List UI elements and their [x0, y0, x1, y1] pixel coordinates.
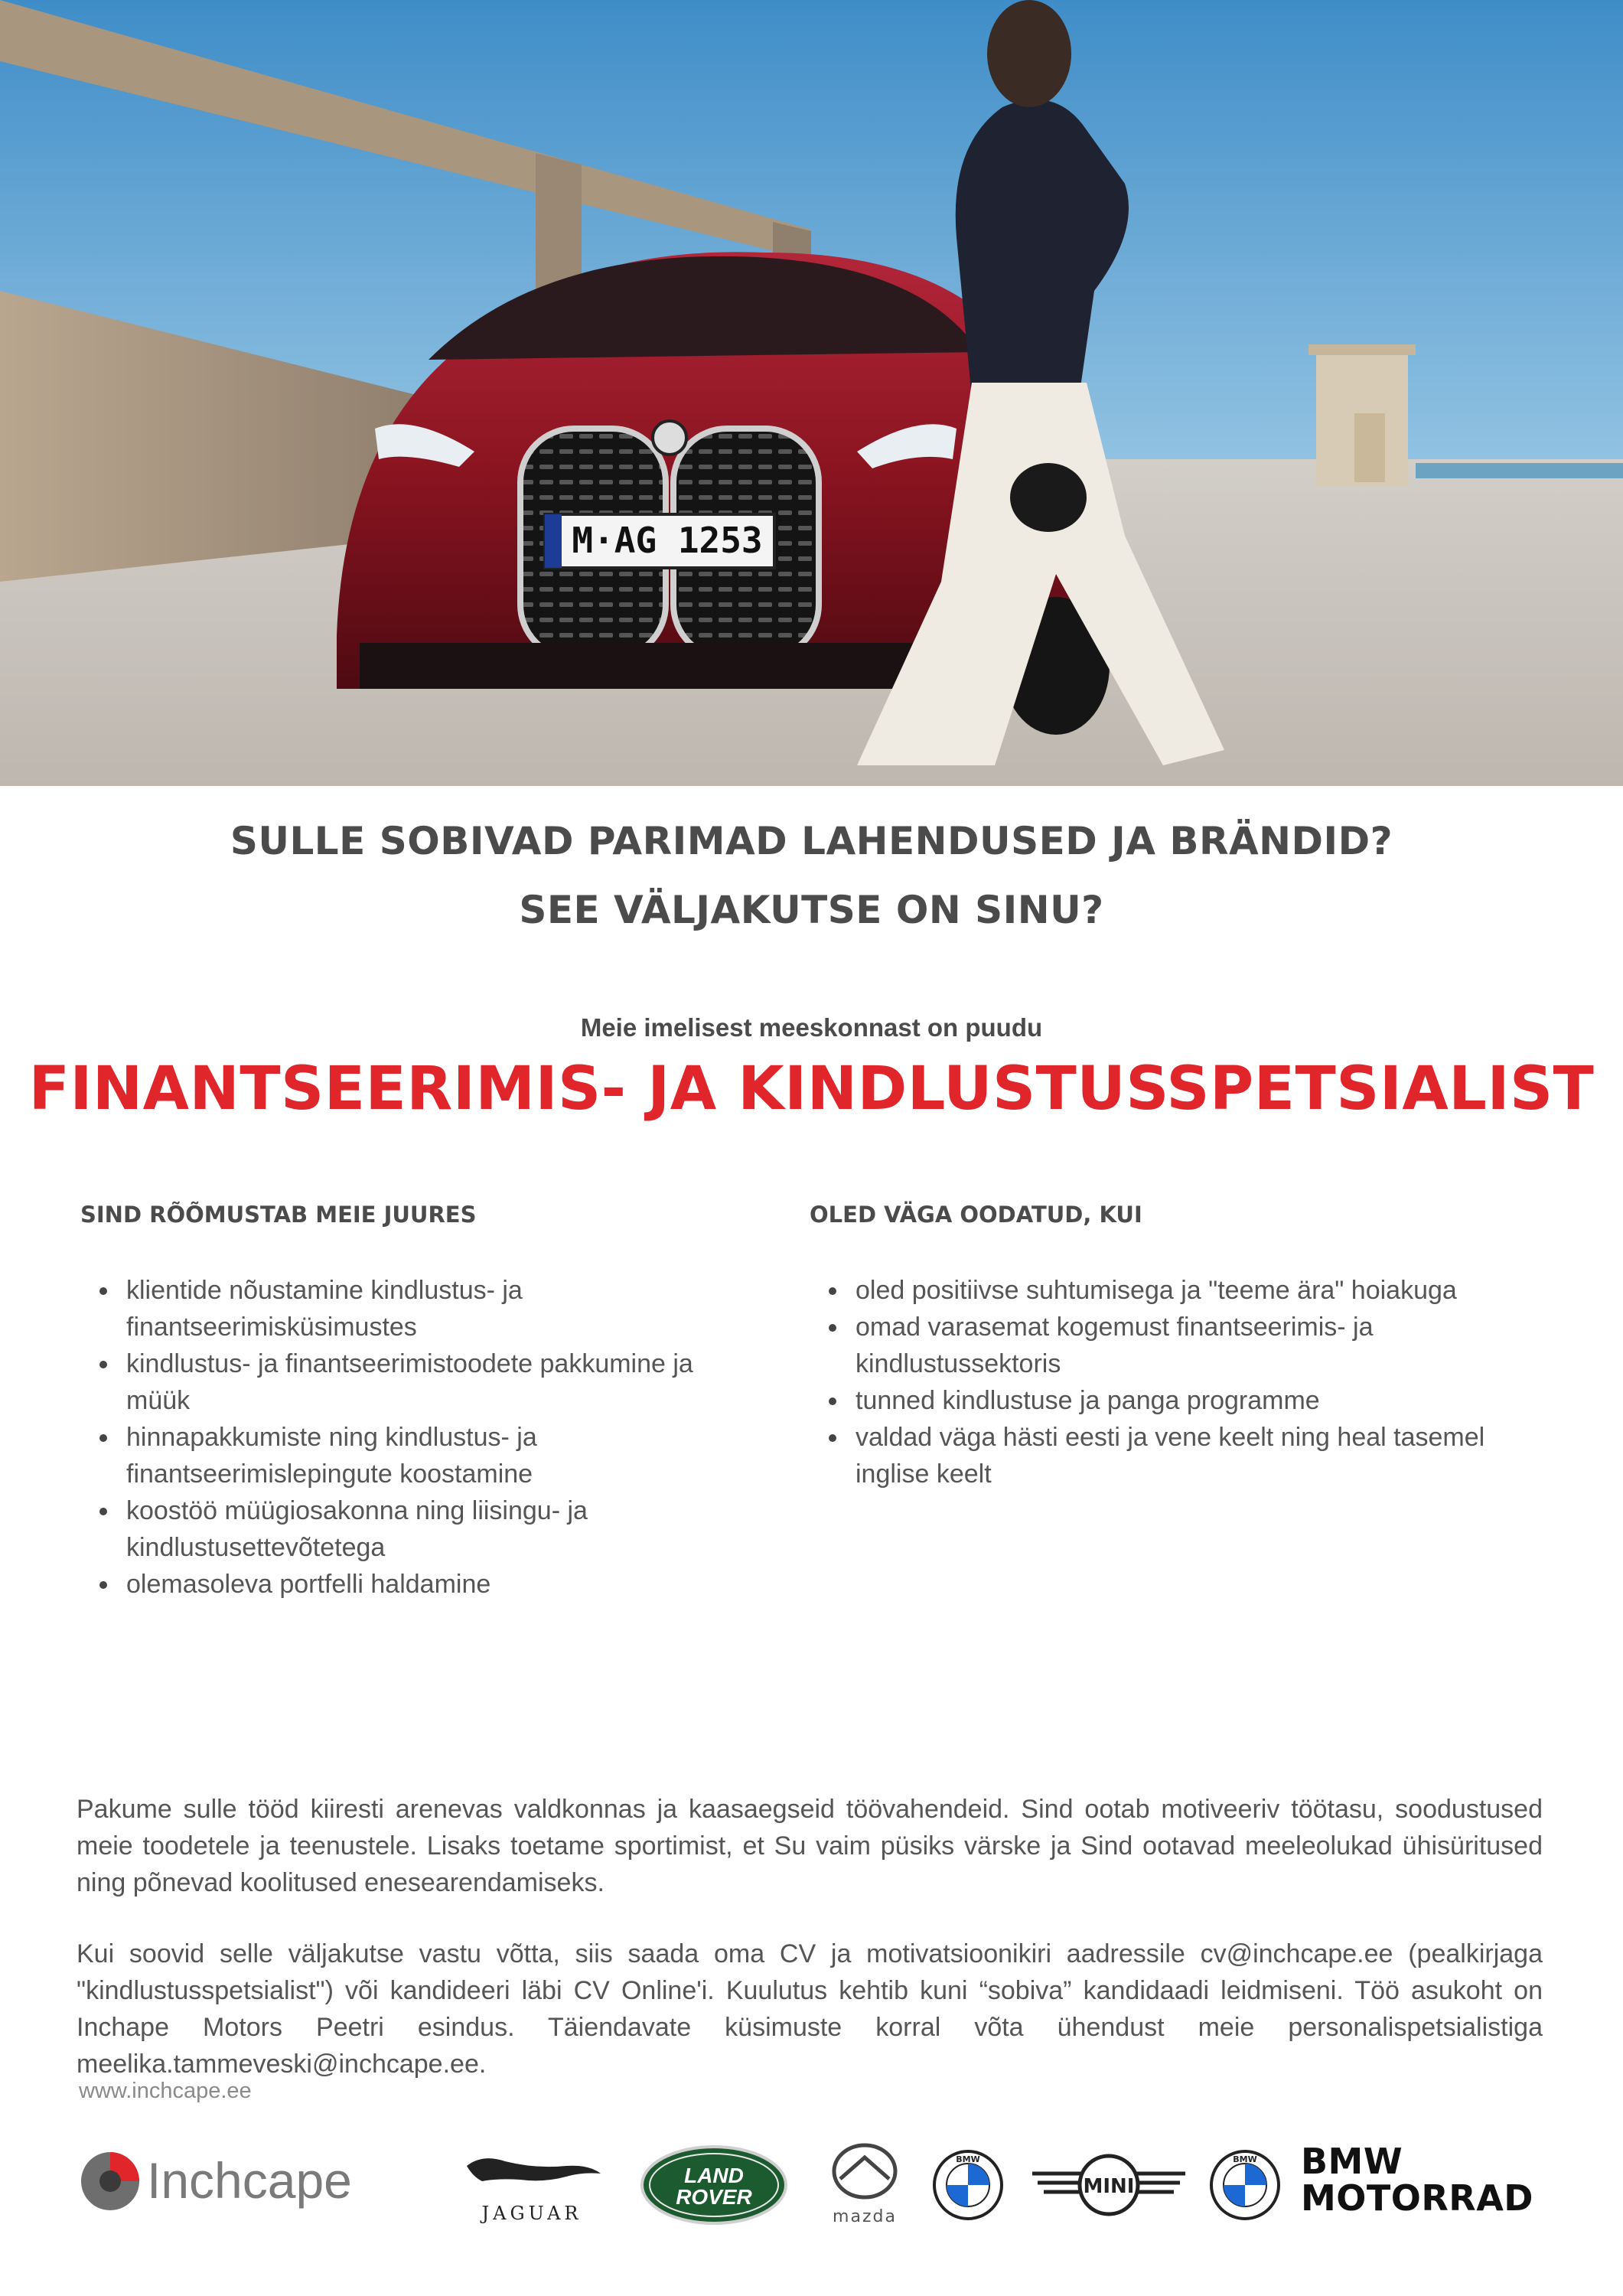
- headline-line2: SEE VÄLJAKUTSE ON SINU?: [519, 888, 1104, 932]
- requirements-column: [810, 1202, 1498, 1492]
- requirements-heading: OLED VÄGA OODATUD, KUI: [810, 1202, 1142, 1228]
- license-plate: M·AG 1253: [572, 520, 763, 561]
- mazda-wing-icon: [834, 2145, 895, 2197]
- list-item: omad varasemat kogemust finantseerimis- ja kindlustussektoris: [855, 1309, 1498, 1382]
- land-rover-logo: [639, 2143, 789, 2227]
- benefits-column: [80, 1202, 754, 1603]
- requirements-list: [810, 1272, 1498, 1492]
- mini-wordmark: MINI: [1083, 2175, 1135, 2198]
- mazda-wordmark: mazda: [833, 2207, 897, 2226]
- jaguar-wordmark: JAGUAR: [481, 2203, 582, 2224]
- jaguar-leaper-icon: [467, 2158, 601, 2181]
- bmw-ring-text: BMW: [956, 2154, 980, 2164]
- mini-logo: [1028, 2151, 1189, 2219]
- intro-text: Meie imelisest meeskonnast on puudu: [580, 1013, 1043, 1042]
- list-item: klientide nõustamine kindlustus- ja finantseerimisküsimustes: [126, 1272, 754, 1345]
- offer-paragraph: Pakume sulle tööd kiiresti arenevas valdkonnas ja kaasaegseid töövahendeid. Sind ootab motiveeriv töötasu, soodustused meie toodetele ja teenustele. Lisaks toetame sportimist, et Su vaim püsiks värske ja Sind ootavad meeleolukad ühisüritused ning põnevad koolitused enesearendamiseks.: [77, 1795, 1543, 1897]
- motorrad-line1: BMW: [1301, 2141, 1403, 2182]
- bmw-logo: [932, 2149, 1004, 2221]
- list-item: valdad väga hästi eesti ja vene keelt ning heal tasemel inglise keelt: [855, 1419, 1498, 1492]
- apply-paragraph: Kui soovid selle väljakutse vastu võtta, siis saada oma CV ja motivatsioonikiri aadressile cv@inchcape.ee (pealkirjaga "kindlustusspetsialist") või kandideeri läbi CV Online'i. Kuulutus kehtib kuni “sobiva” kandidaadi leidmiseni. Töö asukoht on Inchape Motors Peetri esindus. Täiendavate küsimuste korral võta ühendust meie personalispetsialistiga meelika.tammeveski@inchcape.ee.: [77, 1939, 1543, 2079]
- benefits-list: [80, 1272, 754, 1603]
- hero-image: [0, 0, 1623, 786]
- jaguar-logo: [451, 2143, 612, 2227]
- headline-line1: SULLE SOBIVAD PARIMAD LAHENDUSED JA BRÄNDID?: [230, 819, 1393, 863]
- job-title: FINANTSEERIMIS- JA KINDLUSTUSSPETSIALIST: [28, 1055, 1595, 1124]
- list-item: oled positiivse suhtumisega ja "teeme ära" hoiakuga: [855, 1272, 1498, 1309]
- motorrad-line2: MOTORRAD: [1301, 2177, 1533, 2219]
- inchcape-logo: [73, 2143, 395, 2219]
- hero-photo: [0, 0, 1623, 786]
- list-item: kindlustus- ja finantseerimistoodete pakkumine ja müük: [126, 1345, 754, 1419]
- bmw-ring-text: BMW: [1233, 2154, 1257, 2164]
- list-item: tunned kindlustuse ja panga programme: [855, 1382, 1498, 1419]
- list-item: hinnapakkumiste ning kindlustus- ja finantseerimislepingute koostamine: [126, 1419, 754, 1492]
- inchcape-logo-icon: [81, 2152, 139, 2210]
- bmw-motorrad-logo: [1301, 2143, 1546, 2227]
- bmw-motorrad-roundel: [1209, 2149, 1281, 2221]
- list-item: koostöö müügiosakonna ning liisingu- ja kindlustusettevõtetega: [126, 1492, 754, 1566]
- bmw-roundel-icon: [932, 2149, 1004, 2221]
- land-rover-line2: ROVER: [676, 2185, 752, 2209]
- website-link[interactable]: www.inchcape.ee: [79, 2079, 252, 2103]
- land-rover-line1: LAND: [684, 2164, 744, 2187]
- inchcape-wordmark: Inchcape: [147, 2152, 352, 2209]
- mini-wings-icon: [1028, 2151, 1189, 2219]
- mazda-logo: [819, 2141, 911, 2229]
- benefits-heading: SIND RÕÕMUSTAB MEIE JUURES: [80, 1202, 477, 1228]
- bmw-roundel-icon: [1209, 2149, 1281, 2221]
- list-item: olemasoleva portfelli haldamine: [126, 1566, 754, 1603]
